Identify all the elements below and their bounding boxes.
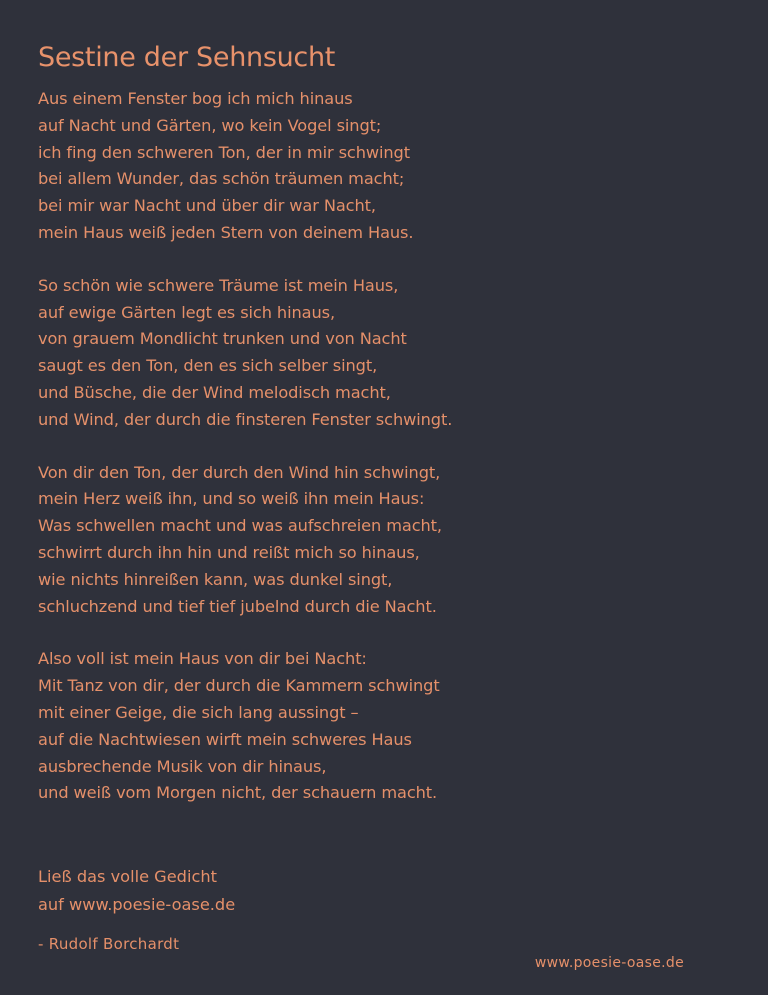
stanza (38, 646, 738, 807)
poem-line: mein Haus weiß jeden Stern von deinem Haus. (38, 222, 414, 242)
website-watermark: www.poesie-oase.de (534, 955, 684, 971)
read-more-note (38, 863, 235, 918)
poem-line: ausbrechende Musik von dir hinaus, (38, 756, 327, 776)
poem-line: auf ewige Gärten legt es sich hinaus, (38, 302, 336, 322)
read-more-link-line: auf www.poesie-oase.de (38, 894, 236, 914)
poem-line: bei mir war Nacht und über dir war Nacht, (38, 196, 376, 216)
poem-line: bei allem Wunder, das schön träumen macht; (38, 169, 405, 189)
poem-line: wie nichts hinreißen kann, was dunkel singt, (38, 569, 393, 589)
stanza (38, 460, 738, 621)
poem-line: schwirrt durch ihn hin und reißt mich so hinaus, (38, 542, 420, 562)
author-credit: - Rudolf Borchardt (38, 935, 180, 953)
poem-line: Aus einem Fenster bog ich mich hinaus (38, 89, 353, 108)
poem-line: ich fing den schweren Ton, der in mir schwingt (38, 142, 410, 162)
poem-line: auf Nacht und Gärten, wo kein Vogel singt; (38, 115, 382, 135)
poem-line: schluchzend und tief tief jubelnd durch die Nacht. (38, 596, 437, 616)
stanza (38, 86, 738, 247)
poem-line: und Wind, der durch die finsteren Fenster schwingt. (38, 409, 453, 429)
poem-line: von grauem Mondlicht trunken und von Nacht (38, 329, 407, 349)
poem-container (38, 40, 738, 833)
poem-line: saugt es den Ton, den es sich selber singt, (38, 356, 378, 376)
poem-line: und weiß vom Morgen nicht, der schauern macht. (38, 783, 438, 803)
stanza (38, 273, 738, 434)
poem-line: mein Herz weiß ihn, und so weiß ihn mein Haus: (38, 489, 425, 509)
poem-line: auf die Nachtwiesen wirft mein schweres Haus (38, 729, 412, 749)
poem-line: und Büsche, die der Wind melodisch macht, (38, 382, 391, 402)
read-more-line: Ließ das volle Gedicht (38, 867, 217, 886)
poem-line: Mit Tanz von dir, der durch die Kammern schwingt (38, 676, 440, 696)
poem-title: Sestine der Sehnsucht (38, 42, 336, 73)
poem-line: mit einer Geige, die sich lang aussingt – (38, 702, 359, 722)
poem-body (38, 86, 738, 807)
poem-line: Von dir den Ton, der durch den Wind hin schwingt, (38, 462, 441, 482)
poem-line: Also voll ist mein Haus von dir bei Nacht: (38, 649, 367, 669)
poem-line: Was schwellen macht und was aufschreien macht, (38, 516, 442, 536)
poem-line: So schön wie schwere Träume ist mein Haus, (38, 275, 399, 295)
